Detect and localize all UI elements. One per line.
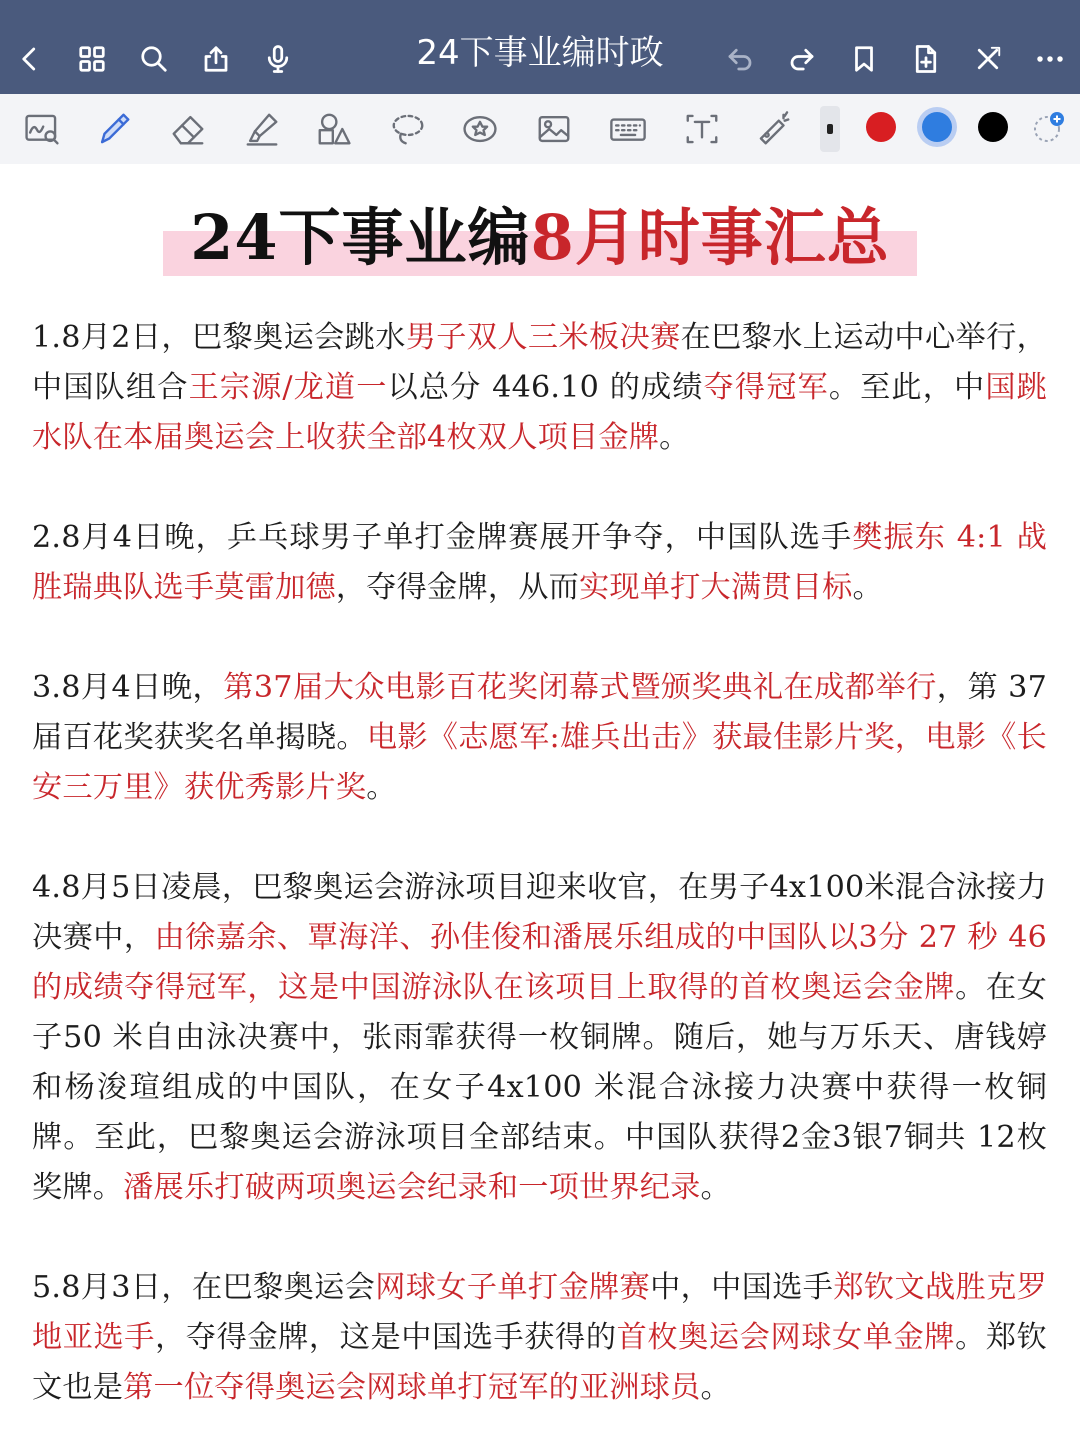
body-text: 5.8月3日，在巴黎奥运会 [32, 1270, 376, 1305]
news-item-3 [32, 663, 1047, 813]
sticker-icon[interactable] [458, 107, 502, 151]
body-text: 中，中国选手 [650, 1270, 834, 1305]
highlighted-text: 首枚奥运会网球女单金牌 [616, 1320, 956, 1355]
body-text: 。 [659, 420, 690, 455]
handwriting-zoom-icon[interactable] [20, 107, 64, 151]
highlighted-text: 夺得冠军 [703, 370, 829, 405]
drawing-toolbar [0, 94, 1080, 164]
color-swatch-blue[interactable] [922, 112, 952, 142]
body-text: 。 [700, 1170, 731, 1205]
bookmark-icon[interactable] [846, 41, 882, 77]
undo-icon[interactable] [722, 41, 758, 77]
body-text: ，第 37 届百花奖获奖名单揭晓。 [32, 670, 1047, 755]
top-app-bar [0, 0, 1080, 94]
back-arrow-icon[interactable] [12, 41, 48, 77]
highlighted-text: 由徐嘉余、覃海洋、孙佳俊和潘展乐组成的中国队以3分 27 秒 46 的成绩夺得冠军，这是中国游泳队在该项目上取得的首枚奥运会金牌 [32, 920, 1048, 1005]
body-text: 。 [852, 570, 883, 605]
highlighted-text: 男子双人三米板决赛 [405, 320, 681, 355]
body-text: 。在女子50 米自由泳决赛中，张雨霏获得一枚铜牌。随后，她与万乐天、唐钱婷和杨浚瑄组成的中国队，在女子4x100 米混合泳接力决赛中获得一枚铜牌。至此，巴黎奥运会游泳项目全部结束。中国队获得2金3银7铜共 12枚奖牌。 [32, 970, 1047, 1205]
image-icon[interactable] [532, 107, 576, 151]
highlighted-text: 潘展乐打破两项奥运会纪录和一项世界纪录 [123, 1170, 701, 1205]
body-text: 在巴黎水上运动中心举行，中国队组合 [32, 320, 1047, 405]
body-text: 。郑钦文也是 [32, 1320, 1047, 1405]
body-text: 1.8月2日，巴黎奥运会跳水 [32, 320, 406, 355]
highlighter-icon[interactable] [240, 107, 284, 151]
grid-icon[interactable] [74, 41, 110, 77]
body-text: 3.8月4日晚， [32, 670, 224, 705]
news-item-1 [32, 313, 1047, 463]
keyboard-icon[interactable] [606, 107, 650, 151]
laser-pointer-icon[interactable] [752, 107, 796, 151]
highlighted-text: 樊振东 4:1 战胜瑞典队选手莫雷加德 [32, 520, 1048, 605]
body-text: 。 [366, 770, 397, 805]
body-text: ，夺得金牌，从而 [335, 570, 579, 605]
body-text: 4.8月5日凌晨，巴黎奥运会游泳项目迎来收官，在男子4x100米混合泳接力决赛中， [32, 870, 1047, 955]
close-icon[interactable] [970, 41, 1006, 77]
add-page-icon[interactable] [908, 41, 944, 77]
body-text: 。 [700, 1370, 731, 1405]
document-title-red: 8月时事汇总 [530, 201, 890, 274]
search-icon[interactable] [136, 41, 172, 77]
body-text: ，夺得金牌，这是中国选手获得的 [155, 1320, 617, 1355]
news-item-2 [32, 513, 1047, 613]
news-item-4 [32, 863, 1047, 1213]
highlighted-text: 第一位夺得奥运会网球单打冠军的亚洲球员 [123, 1370, 701, 1405]
color-swatch-red[interactable] [866, 112, 896, 142]
highlighted-text: 网球女子单打金牌赛 [375, 1270, 651, 1305]
text-box-icon[interactable] [680, 107, 724, 151]
color-swatch-black[interactable] [978, 112, 1008, 142]
highlighted-text: 电影《志愿军:雄兵出击》获最佳影片奖，电影《长安三万里》获优秀影片奖 [32, 720, 1047, 805]
app-title: 24下事业编时政 [416, 33, 664, 73]
share-icon[interactable] [198, 41, 234, 77]
body-text: 以总分 446.10 的成绩 [387, 370, 704, 405]
highlighted-text: 国跳水队在本届奥运会上收获全部4枚双人项目金牌 [32, 370, 1047, 455]
shapes-icon[interactable] [312, 107, 356, 151]
document-title [0, 198, 1080, 278]
news-item-5 [32, 1263, 1047, 1413]
microphone-icon[interactable] [260, 41, 296, 77]
highlighted-text: 王宗源/龙道一 [188, 370, 388, 405]
highlighted-text: 郑钦文战胜克罗地亚选手 [32, 1270, 1047, 1355]
highlighted-text: 第37届大众电影百花奖闭幕式暨颁奖典礼在成都举行 [223, 670, 937, 705]
body-text: 2.8月4日晚，乒乓球男子单打金牌赛展开争夺，中国队选手 [32, 520, 853, 555]
redo-icon[interactable] [784, 41, 820, 77]
pen-icon[interactable] [92, 107, 136, 151]
highlighted-text: 实现单打大满贯目标 [579, 570, 853, 605]
body-text: 。至此，中 [828, 370, 986, 405]
more-icon[interactable] [1032, 41, 1068, 77]
document-title-black: 24下事业编 [190, 201, 531, 274]
eraser-icon[interactable] [166, 107, 210, 151]
lasso-icon[interactable] [386, 107, 430, 151]
add-color-icon[interactable] [1032, 110, 1066, 144]
toolbar-divider [820, 106, 840, 152]
